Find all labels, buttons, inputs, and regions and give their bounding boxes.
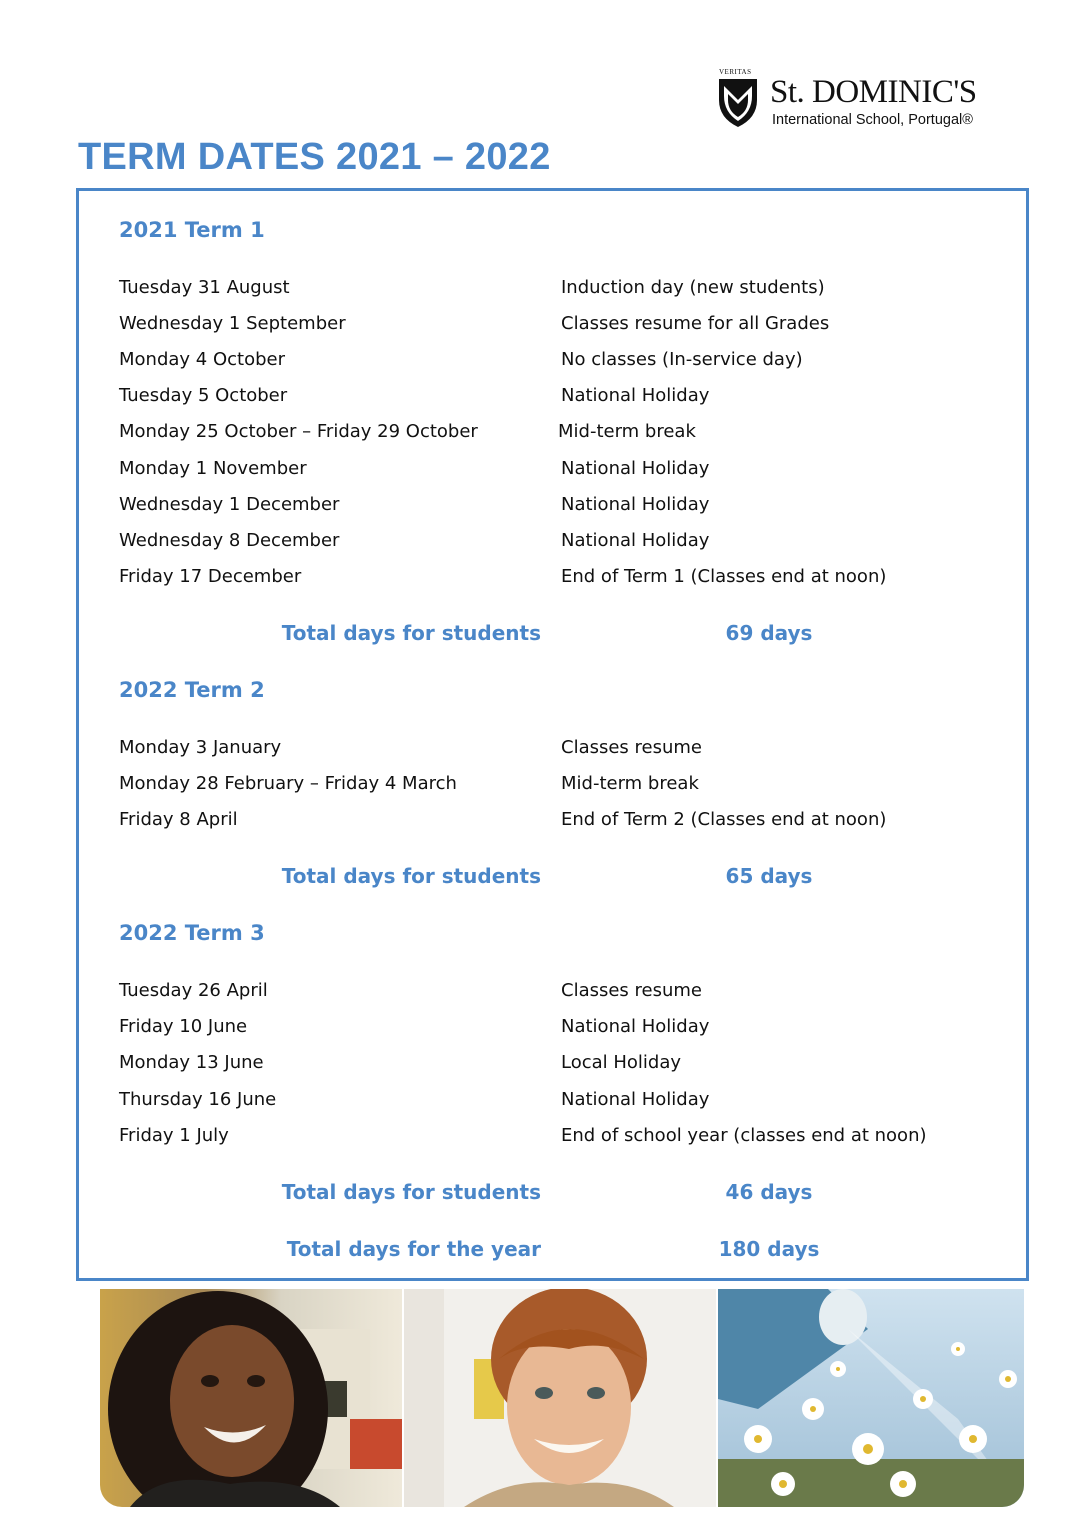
row-date: Wednesday 1 September	[119, 313, 346, 334]
row-date: Tuesday 31 August	[119, 277, 290, 298]
term-1-heading: 2021 Term 1	[119, 218, 265, 242]
row-date: Monday 3 January	[119, 737, 282, 758]
row-event: National Holiday	[561, 530, 710, 551]
row-event: National Holiday	[561, 1089, 710, 1110]
term-3-heading: 2022 Term 3	[119, 921, 265, 945]
row-event: No classes (In-service day)	[561, 349, 803, 370]
row-date: Monday 25 October – Friday 29 October	[119, 421, 478, 442]
row-date: Friday 10 June	[119, 1016, 248, 1037]
row-event: Classes resume	[561, 737, 703, 758]
term-2-total	[0, 864, 1086, 894]
page-title: TERM DATES 2021 – 2022	[78, 136, 551, 178]
table-row	[0, 494, 1086, 520]
row-event: End of Term 1 (Classes end at noon)	[561, 566, 887, 587]
row-event: End of Term 2 (Classes end at noon)	[561, 809, 887, 830]
logo-school-name: St. DOMINIC'S	[770, 74, 977, 110]
table-row	[0, 566, 1086, 592]
row-date: Monday 13 June	[119, 1052, 264, 1073]
row-event: End of school year (classes end at noon)	[561, 1125, 927, 1146]
row-event: Local Holiday	[561, 1052, 682, 1073]
table-row	[0, 1052, 1086, 1078]
shield-icon	[718, 78, 758, 128]
table-row	[0, 737, 1086, 763]
table-row	[0, 980, 1086, 1006]
row-date: Friday 17 December	[119, 566, 302, 587]
table-row	[0, 277, 1086, 303]
row-event: Mid-term break	[558, 421, 696, 442]
table-row	[0, 809, 1086, 835]
total-label: Total days for students	[281, 621, 541, 645]
row-date: Wednesday 1 December	[119, 494, 340, 515]
row-event: Induction day (new students)	[561, 277, 825, 298]
row-event: National Holiday	[561, 494, 710, 515]
table-row	[0, 773, 1086, 799]
table-row	[0, 1125, 1086, 1151]
row-date: Friday 1 July	[119, 1125, 229, 1146]
term-3-total	[0, 1180, 1086, 1210]
term-1-total	[0, 621, 1086, 651]
row-event: Classes resume	[561, 980, 703, 1001]
table-row	[0, 313, 1086, 339]
table-row	[0, 1089, 1086, 1115]
total-value: 65 days	[725, 864, 813, 888]
table-row	[0, 458, 1086, 484]
row-date: Thursday 16 June	[119, 1089, 277, 1110]
student-boy-photo	[404, 1289, 716, 1507]
row-date: Monday 1 November	[119, 458, 307, 479]
school-logo	[716, 68, 996, 132]
table-row	[0, 385, 1086, 411]
total-value: 69 days	[725, 621, 813, 645]
term-2-heading: 2022 Term 2	[119, 678, 265, 702]
row-date: Tuesday 26 April	[119, 980, 268, 1001]
row-event: National Holiday	[561, 458, 710, 479]
row-event: Classes resume for all Grades	[561, 313, 830, 334]
row-event: Mid-term break	[561, 773, 699, 794]
row-date: Wednesday 8 December	[119, 530, 340, 551]
table-row	[0, 530, 1086, 556]
total-label: Total days for students	[281, 1180, 541, 1204]
row-date: Monday 4 October	[119, 349, 285, 370]
photo-strip	[100, 1289, 1024, 1507]
row-date: Monday 28 February – Friday 4 March	[119, 773, 457, 794]
student-girl-photo	[100, 1289, 402, 1507]
year-total-label: Total days for the year	[286, 1237, 541, 1261]
row-date: Tuesday 5 October	[119, 385, 288, 406]
table-row	[0, 1016, 1086, 1042]
total-value: 46 days	[725, 1180, 813, 1204]
row-event: National Holiday	[561, 1016, 710, 1037]
year-total-value: 180 days	[718, 1237, 820, 1261]
row-date: Friday 8 April	[119, 809, 238, 830]
row-event: National Holiday	[561, 385, 710, 406]
daisies-watering-can-photo	[718, 1289, 1024, 1507]
total-label: Total days for students	[281, 864, 541, 888]
year-total	[0, 1237, 1086, 1267]
logo-motto: VERITAS	[719, 68, 752, 76]
table-row	[0, 421, 1086, 447]
table-row	[0, 349, 1086, 375]
logo-subtitle: International School, Portugal®	[772, 112, 973, 128]
